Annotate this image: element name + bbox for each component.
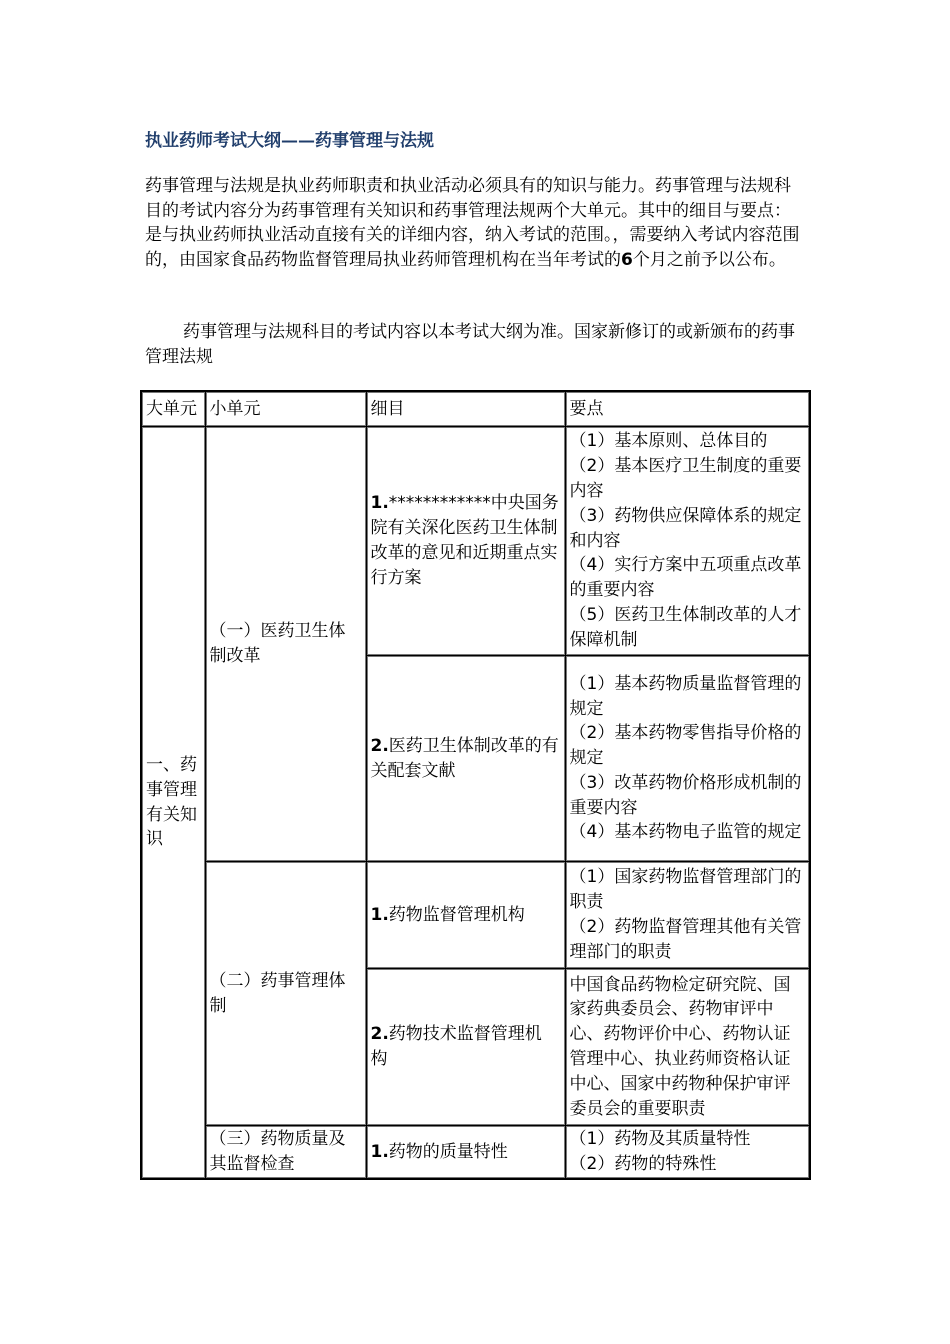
key-points-cell <box>565 427 810 656</box>
detail-cell <box>366 1126 565 1180</box>
minor-unit-cell: （三）药物质量及其监督检查 <box>205 1126 366 1180</box>
detail-text: 药物的质量特性 <box>388 1141 508 1162</box>
header-detail: 细目 <box>366 391 565 427</box>
key-points-cell: 中国食品药物检定研究院、国家药典委员会、药物审评中心、药物评价中心、药物认证管理中心、执业药师资格认证中心、国家中药物种保护审评委员会的重要职责 <box>565 969 810 1126</box>
detail-text: 药物技术监督管理机 <box>388 1024 542 1045</box>
header-minor-unit: 小单元 <box>205 391 366 427</box>
detail-text-continued: 构 <box>370 1049 388 1069</box>
detail-cell <box>366 656 565 862</box>
detail-number: 1. <box>370 904 389 925</box>
table-header-row <box>141 391 810 427</box>
key-point: （2）药物的特殊性 <box>569 1154 717 1174</box>
key-point: （3）改革药物价格形成机制的重要内容 <box>569 772 802 818</box>
key-point: （2）药物监督管理其他有关管理部门的职责 <box>569 917 802 962</box>
intro-tail: 个月之前予以公布。 <box>632 249 786 270</box>
key-points-cell <box>565 656 810 862</box>
intro-text: 药事管理与法规是执业药师职责和执业活动必须具有的知识与能力。药事管理与法规科目的考试内容分为药事管理有关知识和药事管理法规两个大单元。其中的细目与要点：是与执业药师执业活动直接有关的详细内容，纳入考试的范围。，需要纳入考试内容范围的，由国家食品药物监督管理局执业药师管理机构在当年考试的 <box>145 176 800 270</box>
intro-number: 6 <box>621 249 633 270</box>
key-point: （2）基本医疗卫生制度的重要内容 <box>569 456 802 501</box>
detail-text: ************中央国务院有关深化医药卫生体制改革的意见和近期重点实行方案 <box>370 493 559 588</box>
key-point: （5）医药卫生体制改革的人才保障机制 <box>569 604 802 650</box>
detail-text: 药物监督管理机构 <box>388 904 525 925</box>
detail-number: 2. <box>370 1024 389 1045</box>
key-points-cell <box>565 862 810 969</box>
major-unit-cell: 一、药事管理有关知识 <box>141 427 205 1180</box>
key-point: （2）基本药物零售指导价格的规定 <box>569 723 802 769</box>
minor-unit-cell: （一）医药卫生体制改革 <box>205 427 366 862</box>
note-paragraph: 药事管理与法规科目的考试内容以本考试大纲为准。国家新修订的或新颁布的药事管理法规 <box>145 322 795 367</box>
key-point: （1）国家药物监督管理部门的职责 <box>569 867 802 913</box>
key-point: （1）基本原则、总体目的 <box>569 431 768 452</box>
table-row <box>141 1126 810 1180</box>
syllabus-table <box>140 390 811 1180</box>
key-points-cell <box>565 1126 810 1180</box>
key-point: （4）实行方案中五项重点改革的重要内容 <box>569 555 802 601</box>
detail-cell <box>366 969 565 1126</box>
page-title: 执业药师考试大纲——药事管理与法规 <box>145 131 434 151</box>
detail-cell <box>366 862 565 969</box>
header-major-unit: 大单元 <box>141 391 205 427</box>
key-point: （1）药物及其质量特性 <box>569 1129 751 1150</box>
key-point: （3）药物供应保障体系的规定和内容 <box>569 505 802 551</box>
table-row <box>141 862 810 969</box>
detail-number: 1. <box>370 493 389 514</box>
table-row <box>141 427 810 656</box>
detail-number: 2. <box>370 735 389 756</box>
detail-text: 医药卫生体制改革的有关配套文献 <box>370 735 559 781</box>
key-point: （1）基本药物质量监督管理的规定 <box>569 673 802 719</box>
minor-unit-cell: （二）药事管理体制 <box>205 862 366 1126</box>
key-point: （4）基本药物电子监管的规定 <box>569 822 802 843</box>
detail-number: 1. <box>370 1141 389 1162</box>
header-key-points: 要点 <box>565 391 810 427</box>
intro-paragraph <box>145 174 805 272</box>
detail-cell <box>366 427 565 656</box>
